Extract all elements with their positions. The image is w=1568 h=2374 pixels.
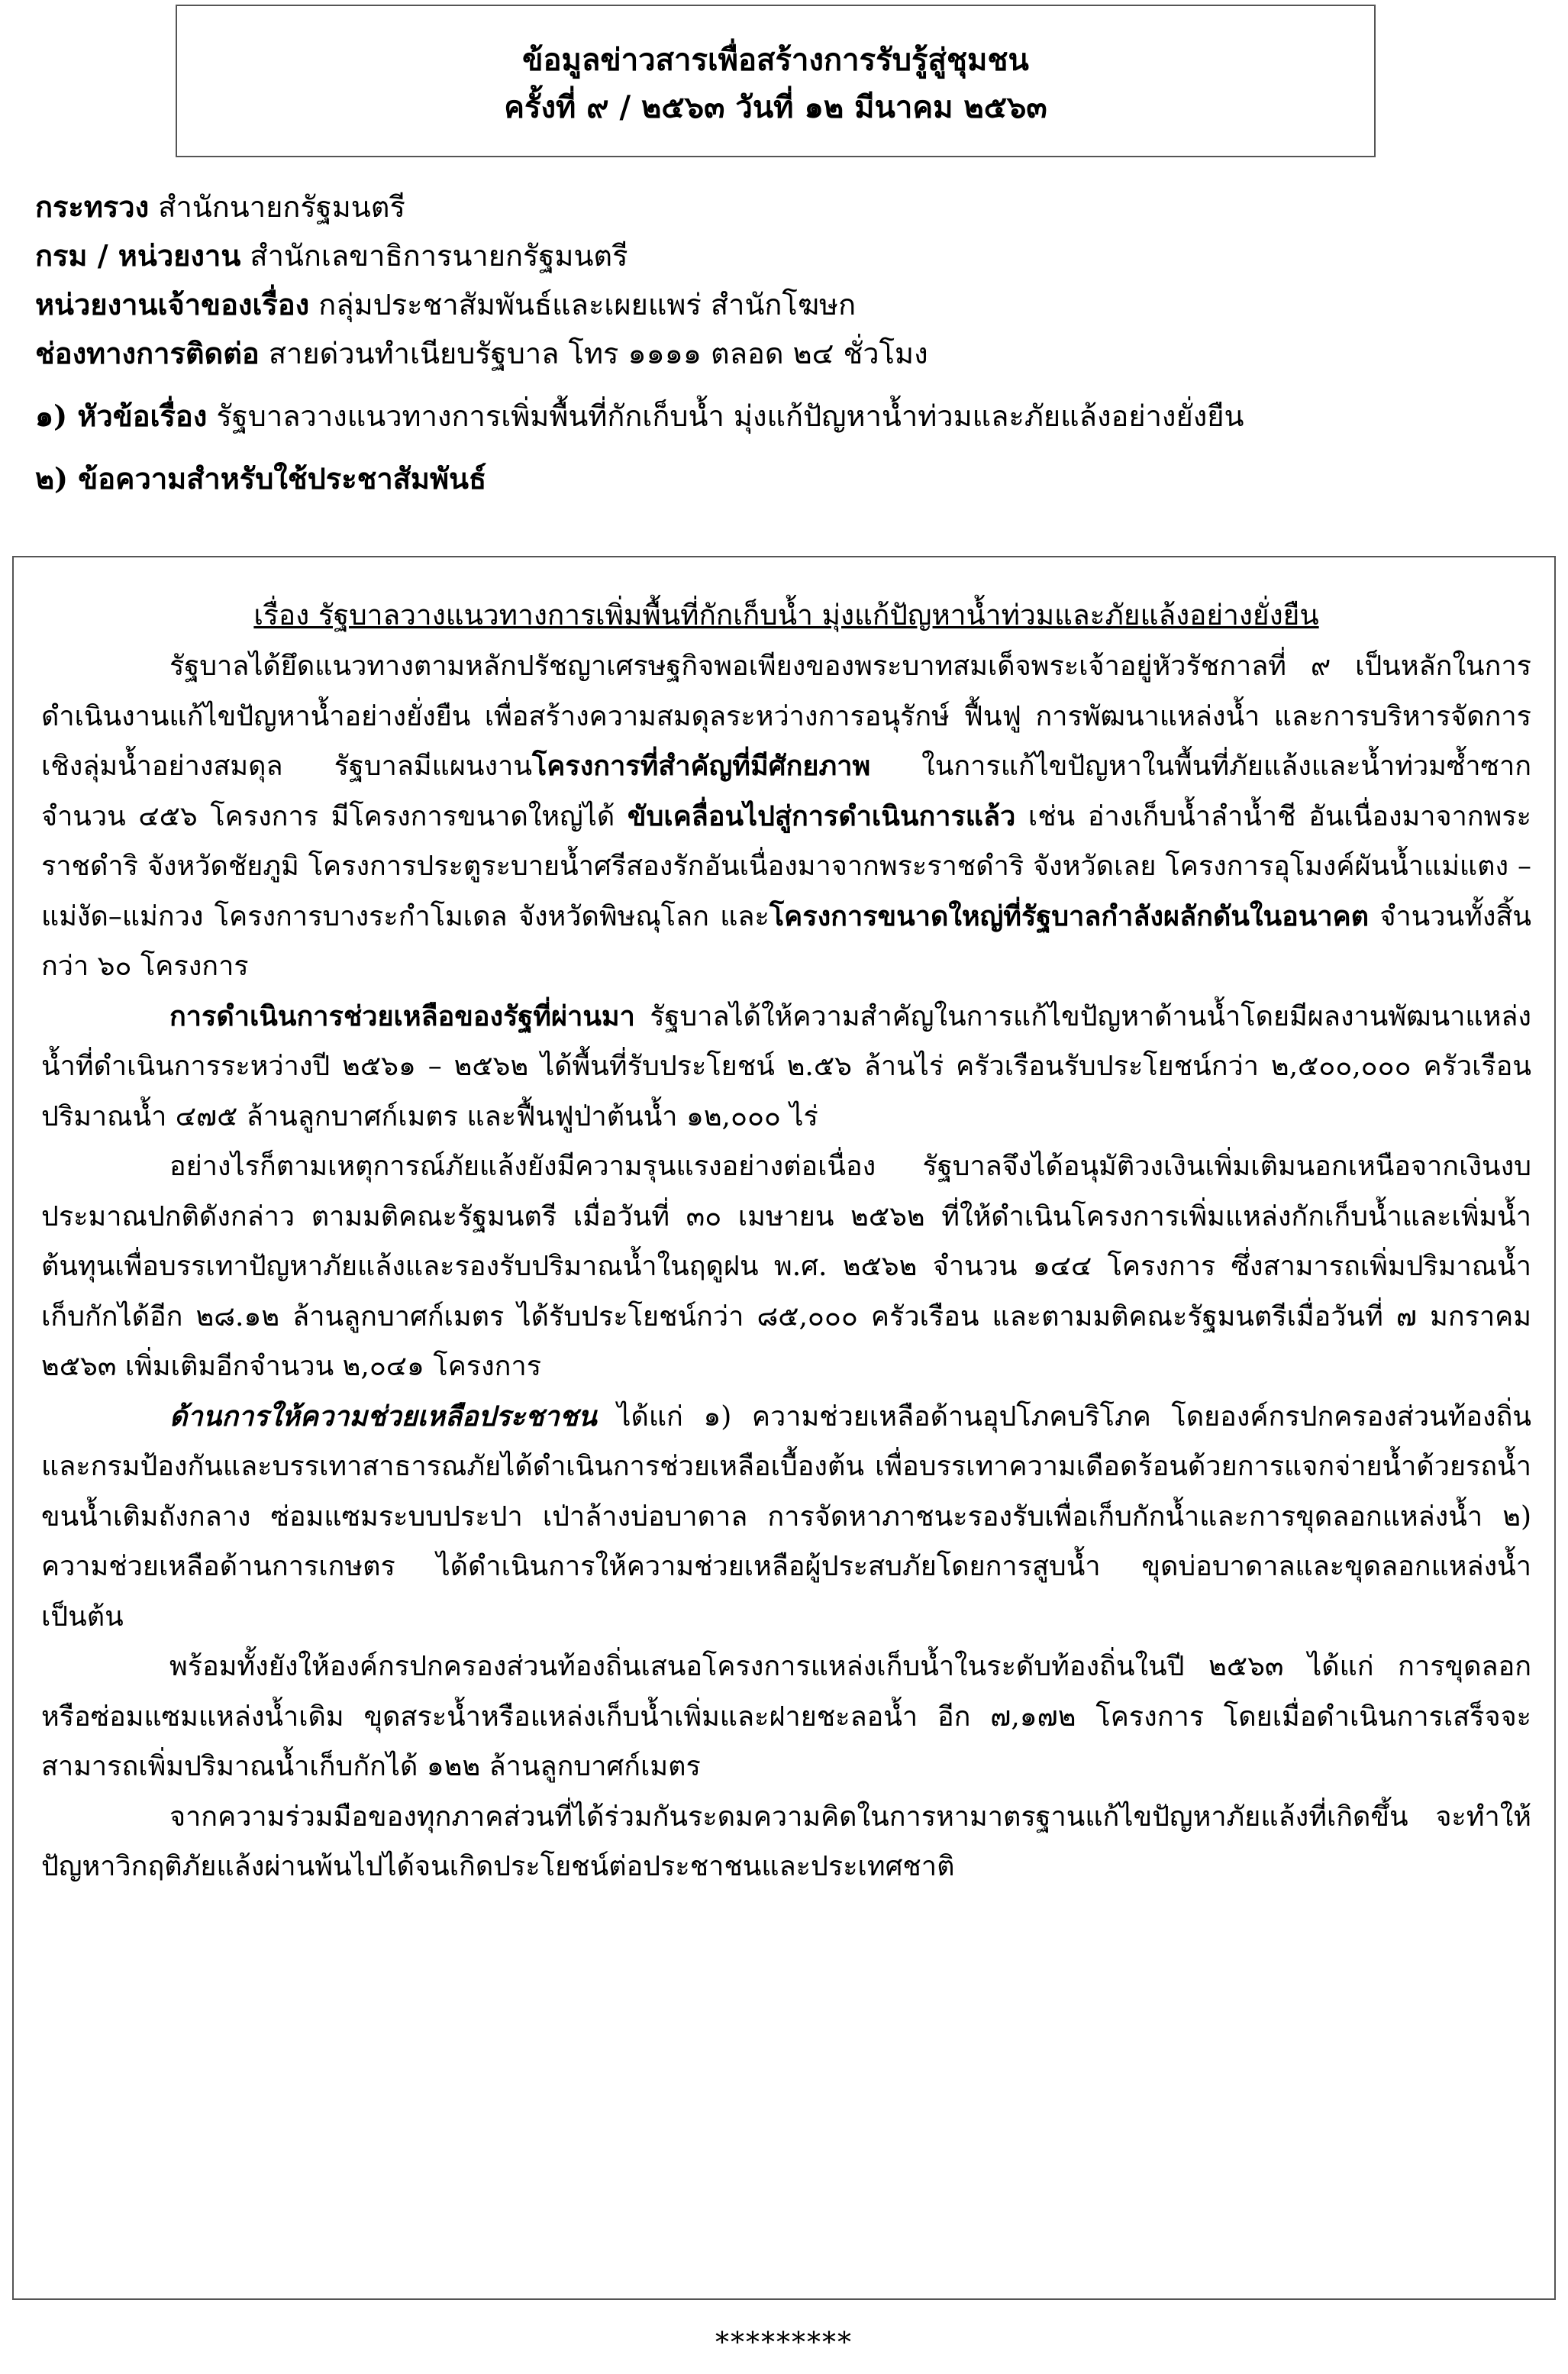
document-metadata xyxy=(35,183,1531,502)
paragraph-past-assistance xyxy=(41,992,1531,1142)
paragraph-policy xyxy=(41,641,1531,992)
emphasis-text: โครงการขนาดใหญ่ที่รัฐบาลกำลังผลักดันในอนาคต xyxy=(769,900,1370,932)
paragraph-text: จำนวนทั้งสิ้นกว่า ๖๐ โครงการ xyxy=(41,900,1531,982)
emphasis-text: โครงการที่สำคัญที่มีศักยภาพ xyxy=(531,750,871,782)
pr-message-row xyxy=(35,455,1531,502)
ministry-row xyxy=(35,183,1531,231)
ministry-value: สำนักนายกรัฐมนตรี xyxy=(149,190,405,224)
paragraph-local-projects xyxy=(41,1642,1531,1792)
emphasis-text: ขับเคลื่อนไปสู่การดำเนินการแล้ว xyxy=(627,799,1016,832)
document-title: ข้อมูลข่าวสารเพื่อสร้างการรับรู้สู่ชุมชน xyxy=(522,42,1029,78)
header-box xyxy=(176,5,1376,157)
owner-label: หน่วยงานเจ้าของเรื่อง xyxy=(35,287,310,321)
paragraph-text: รัฐบาลได้ยึดแนวทางตามหลักปรัชญาเศรษฐกิจพอเพียงของพระบาทสมเด็จพระเจ้าอยู่หัวรัชกาลที่ ๙ เป็นหลักในการดำเนินงานแก้ไขปัญหาน้ำอย่างยั่งยืน เพื่อสร้างความสมดุลระหว่างการอนุรักษ์ ฟื้นฟู การพัฒนาแหล่งน้ำ และการบริหารจัดการเชิงลุ่มน้ำอย่างสมดุล รัฐบาลมีแผนงาน xyxy=(41,651,1531,782)
owner-row xyxy=(35,281,1531,328)
topic-value: รัฐบาลวางแนวทางการเพิ่มพื้นที่กักเก็บน้ำ มุ่งแก้ปัญหาน้ำท่วมและภัยแล้งอย่างยั่งยืน xyxy=(207,399,1244,433)
paragraph-text: รัฐบาลได้ให้ความสำคัญในการแก้ไขปัญหาด้านน้ำโดยมีผลงานพัฒนาแหล่งน้ำที่ดำเนินการระหว่างปี ๒๕๖๑ – ๒๕๖๒ ได้พื้นที่รับประโยชน์ ๒.๕๖ ล้านไร่ ครัวเรือนรับประโยชน์กว่า ๒,๕๐๐,๐๐๐ ครัวเรือน ปริมาณน้ำ ๔๗๕ ล้านลูกบาศก์เมตร และฟื้นฟูป่าต้นน้ำ ๑๒,๐๐๐ ไร่ xyxy=(41,1000,1531,1132)
paragraph-text: อย่างไรก็ตามเหตุการณ์ภัยแล้งยังมีความรุนแรงอย่างต่อเนื่อง รัฐบาลจึงได้อนุมัติวงเงินเพิ่มเติมนอกเหนือจากเงินงบประมาณปกติดังกล่าว ตามมติคณะรัฐมนตรี เมื่อวันที่ ๓๐ เมษายน ๒๕๖๒ ที่ให้ดำเนินโครงการเพิ่มแหล่งกักเก็บน้ำและเพิ่มน้ำต้นทุนเพื่อบรรเทาปัญหาภัยแล้งและรองรับปริมาณน้ำในฤดูฝน พ.ศ. ๒๕๖๒ จำนวน ๑๔๔ โครงการ ซึ่งสามารถเพิ่มปริมาณน้ำเก็บกักได้อีก ๒๘.๑๒ ล้านลูกบาศก์เมตร ได้รับประโยชน์กว่า ๘๕,๐๐๐ ครัวเรือน และตามมติคณะรัฐมนตรีเมื่อวันที่ ๗ มกราคม ๒๕๖๓ เพิ่มเติมอีกจำนวน ๒,๐๔๑ โครงการ xyxy=(41,1151,1531,1382)
pr-message-box xyxy=(12,556,1556,2300)
emphasis-text: การดำเนินการช่วยเหลือของรัฐที่ผ่านมา xyxy=(169,1000,635,1032)
paragraph-public-assistance xyxy=(41,1392,1531,1642)
contact-label: ช่องทางการติดต่อ xyxy=(35,336,260,370)
paragraph-text: ได้แก่ ๑) ความช่วยเหลือด้านอุปโภคบริโภค โดยองค์กรปกครองส่วนท้องถิ่นและกรมป้องกันและบรรเทาสาธารณภัยได้ดำเนินการช่วยเหลือเบื้องต้น เพื่อบรรเทาความเดือดร้อนด้วยการแจกจ่ายน้ำด้วยรถน้ำ ขนน้ำเติมถังกลาง ซ่อมแซมระบบประปา เป่าล้างบ่อบาดาล การจัดหาภาชนะรองรับเพื่อเก็บกักน้ำและการขุดลอกแหล่งน้ำ ๒) ความช่วยเหลือด้านการเกษตร ได้ดำเนินการให้ความช่วยเหลือผู้ประสบภัยโดยการสูบน้ำ ขุดบ่อบาดาลและขุดลอกแหล่งน้ำ เป็นต้น xyxy=(41,1400,1531,1633)
emphasis-text: ด้านการให้ความช่วยเหลือประชาชน xyxy=(169,1400,597,1432)
department-value: สำนักเลขาธิการนายกรัฐมนตรี xyxy=(240,239,628,273)
contact-row xyxy=(35,330,1531,377)
paragraph-text: เช่น อ่างเก็บน้ำลำน้ำชี อันเนื่องมาจากพระราชดำริ จังหวัดชัยภูมิ โครงการประตูระบายน้ำศรีสองรักอันเนื่องมาจากพระราชดำริ จังหวัดเลย โครงการอุโมงค์ผันน้ำแม่แตง – แม่งัด–แม่กวง โครงการบางระกำโมเดล จังหวัดพิษณุโลก และ xyxy=(41,800,1531,932)
pr-message-label: ๒) ข้อความสำหรับใช้ประชาสัมพันธ์ xyxy=(35,461,487,496)
paragraph-conclusion xyxy=(41,1792,1531,1892)
topic-label: ๑) หัวข้อเรื่อง xyxy=(35,399,208,433)
department-label: กรม / หน่วยงาน xyxy=(35,238,241,273)
paragraph-text: พร้อมทั้งยังให้องค์กรปกครองส่วนท้องถิ่นเสนอโครงการแหล่งเก็บน้ำในระดับท้องถิ่นในปี ๒๕๖๓ ได้แก่ การขุดลอกหรือซ่อมแซมแหล่งน้ำเดิม ขุดสระน้ำหรือแหล่งเก็บน้ำเพิ่มและฝายชะลอน้ำ อีก ๗,๑๗๒ โครงการ โดยเมื่อดำเนินการเสร็จจะสามารถเพิ่มปริมาณน้ำเก็บกักได้ ๑๒๒ ล้านลูกบาศก์เมตร xyxy=(41,1651,1531,1782)
owner-value: กลุ่มประชาสัมพันธ์และเผยแพร่ สำนักโฆษก xyxy=(309,288,857,321)
paragraph-text: ในการแก้ไขปัญหาในพื้นที่ภัยแล้งและน้ำท่วมซ้ำซาก จำนวน ๔๕๖ โครงการ มีโครงการขนาดใหญ่ได้ xyxy=(41,751,1531,832)
end-marker: ********* xyxy=(715,2327,853,2359)
subject-heading: เรื่อง รัฐบาลวางแนวทางการเพิ่มพื้นที่กักเก็บน้ำ มุ่งแก้ปัญหาน้ำท่วมและภัยแล้งอย่างยั่งยืน xyxy=(253,599,1319,631)
department-row xyxy=(35,232,1531,279)
issue-number-date: ครั้งที่ ๙ / ๒๕๖๓ วันที่ ๑๒ มีนาคม ๒๕๖๓ xyxy=(504,89,1047,125)
topic-row xyxy=(35,392,1531,440)
paragraph-text: จากความร่วมมือของทุกภาคส่วนที่ได้ร่วมกันระดมความคิดในการหามาตรฐานแก้ไขปัญหาภัยแล้งที่เกิดขึ้น จะทำให้ปัญหาวิกฤติภัยแล้งผ่านพ้นไปได้จนเกิดประโยชน์ต่อประชาชนและประเทศชาติ xyxy=(41,1801,1531,1882)
ministry-label: กระทรวง xyxy=(35,189,150,224)
contact-value: สายด่วนทำเนียบรัฐบาล โทร ๑๑๑๑ ตลอด ๒๔ ชั่วโมง xyxy=(259,337,928,370)
paragraph-additional-budget xyxy=(41,1142,1531,1392)
